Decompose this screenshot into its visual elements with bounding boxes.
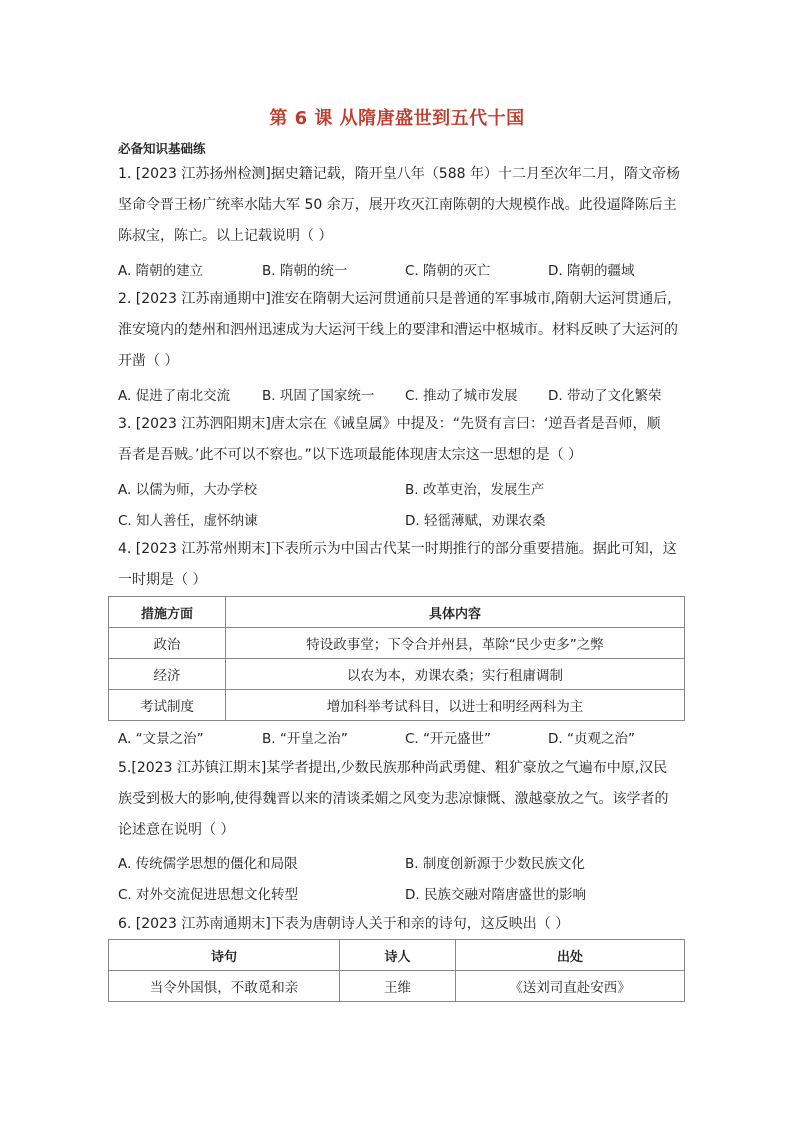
- q3-line-2: 吾者是吾贼。’此不可以不察也。”以下选项最能体现唐太宗这一思想的是（ ）: [118, 447, 583, 463]
- q2-option-b[interactable]: B. 巩固了国家统一: [262, 388, 375, 404]
- q4-option-c[interactable]: C. “开元盛世”: [405, 731, 491, 747]
- q1-line-1: 1. [2023 江苏扬州检测]据史籍记载，隋开皇八年（588 年）十二月至次年二月，隋文帝杨: [118, 166, 680, 182]
- q1-line-3: 陈叔宝，陈亡。以上记载说明（ ）: [118, 228, 333, 244]
- q2-line-2: 淮安境内的楚州和泗州迅速成为大运河干线上的要津和漕运中枢城市。材料反映了大运河的: [118, 322, 678, 338]
- q5-line-1: 5.[2023 江苏镇江期末]某学者提出,少数民族那种尚武勇健、粗犷豪放之气遍布中原,汉民: [118, 760, 668, 776]
- table-header-cell: 诗句: [109, 940, 340, 971]
- table-cell: 考试制度: [109, 690, 226, 721]
- table-header-cell: 措施方面: [109, 597, 226, 628]
- q5-option-a[interactable]: A. 传统儒学思想的僵化和局限: [118, 856, 298, 872]
- q2-line-1: 2. [2023 江苏南通期中]淮安在隋朝大运河贯通前只是普通的军事城市,隋朝大运河贯通后,: [118, 291, 672, 307]
- q2-option-c[interactable]: C. 推动了城市发展: [405, 388, 518, 404]
- q4-measures-table: [108, 596, 685, 721]
- q5-option-b[interactable]: B. 制度创新源于少数民族文化: [405, 856, 585, 872]
- table-cell: 王维: [340, 971, 456, 1002]
- q4-option-a[interactable]: A. “文景之治”: [118, 731, 204, 747]
- q1-option-c[interactable]: C. 隋朝的灭亡: [405, 263, 491, 279]
- table-cell: 《送刘司直赴安西》: [456, 971, 685, 1002]
- table-header-cell: 诗人: [340, 940, 456, 971]
- q4-option-b[interactable]: B. “开皇之治”: [262, 731, 348, 747]
- q3-line-1: 3. [2023 江苏泗阳期末]唐太宗在《诫皇属》中提及：“先贤有言曰：‘逆吾者是吾师，顺: [118, 416, 661, 432]
- table-cell: 当令外国惧，不敢觅和亲: [109, 971, 340, 1002]
- table-cell: 政治: [109, 628, 226, 659]
- q2-line-3: 开凿（ ）: [118, 353, 179, 369]
- q5-line-2: 族受到极大的影响,使得魏晋以来的清谈柔媚之风变为悲凉慷慨、激越豪放之气。该学者的: [118, 791, 669, 807]
- q3-option-c[interactable]: C. 知人善任，虚怀纳谏: [118, 513, 258, 529]
- table-cell: 以农为本，劝课农桑；实行租庸调制: [226, 659, 685, 690]
- table-row: [109, 690, 685, 721]
- q5-line-3: 论述意在说明（ ）: [118, 822, 235, 838]
- q1-option-d[interactable]: D. 隋朝的疆域: [548, 263, 635, 279]
- q3-option-a[interactable]: A. 以儒为师，大办学校: [118, 482, 258, 498]
- q6-poems-table: [108, 939, 685, 1002]
- table-header-cell: 出处: [456, 940, 685, 971]
- table-row: [109, 659, 685, 690]
- table-row: [109, 971, 685, 1002]
- q1-option-a[interactable]: A. 隋朝的建立: [118, 263, 204, 279]
- q4-line-2: 一时期是（ ）: [118, 572, 207, 588]
- q5-option-c[interactable]: C. 对外交流促进思想文化转型: [118, 887, 299, 903]
- table-cell: 经济: [109, 659, 226, 690]
- q4-line-1: 4. [2023 江苏常州期末]下表所示为中国古代某一时期推行的部分重要措施。据此可知，这: [118, 541, 677, 557]
- q1-line-2: 坚命令晋王杨广统率水陆大军 50 余万，展开攻灭江南陈朝的大规模作战。此役逼降陈后主: [118, 197, 677, 213]
- q5-option-d[interactable]: D. 民族交融对隋唐盛世的影响: [405, 887, 586, 903]
- q6-line-1: 6. [2023 江苏南通期末]下表为唐朝诗人关于和亲的诗句，这反映出（ ）: [118, 916, 570, 932]
- q4-option-d[interactable]: D. “贞观之治”: [548, 731, 635, 747]
- q1-option-b[interactable]: B. 隋朝的统一: [262, 263, 348, 279]
- table-header-row: [109, 940, 685, 971]
- table-row: [109, 628, 685, 659]
- table-cell: 增加科举考试科目，以进士和明经两科为主: [226, 690, 685, 721]
- lesson-title: 第 6 课 从隋唐盛世到五代十国: [269, 108, 525, 129]
- q3-option-d[interactable]: D. 轻徭薄赋，劝课农桑: [405, 513, 546, 529]
- q3-option-b[interactable]: B. 改革吏治，发展生产: [405, 482, 545, 498]
- table-cell: 特设政事堂；下令合并州县，革除“民少吏多”之弊: [226, 628, 685, 659]
- table-header-row: [109, 597, 685, 628]
- section-heading: 必备知识基础练: [118, 141, 206, 156]
- table-header-cell: 具体内容: [226, 597, 685, 628]
- q2-option-a[interactable]: A. 促进了南北交流: [118, 388, 231, 404]
- q2-option-d[interactable]: D. 带动了文化繁荣: [548, 388, 662, 404]
